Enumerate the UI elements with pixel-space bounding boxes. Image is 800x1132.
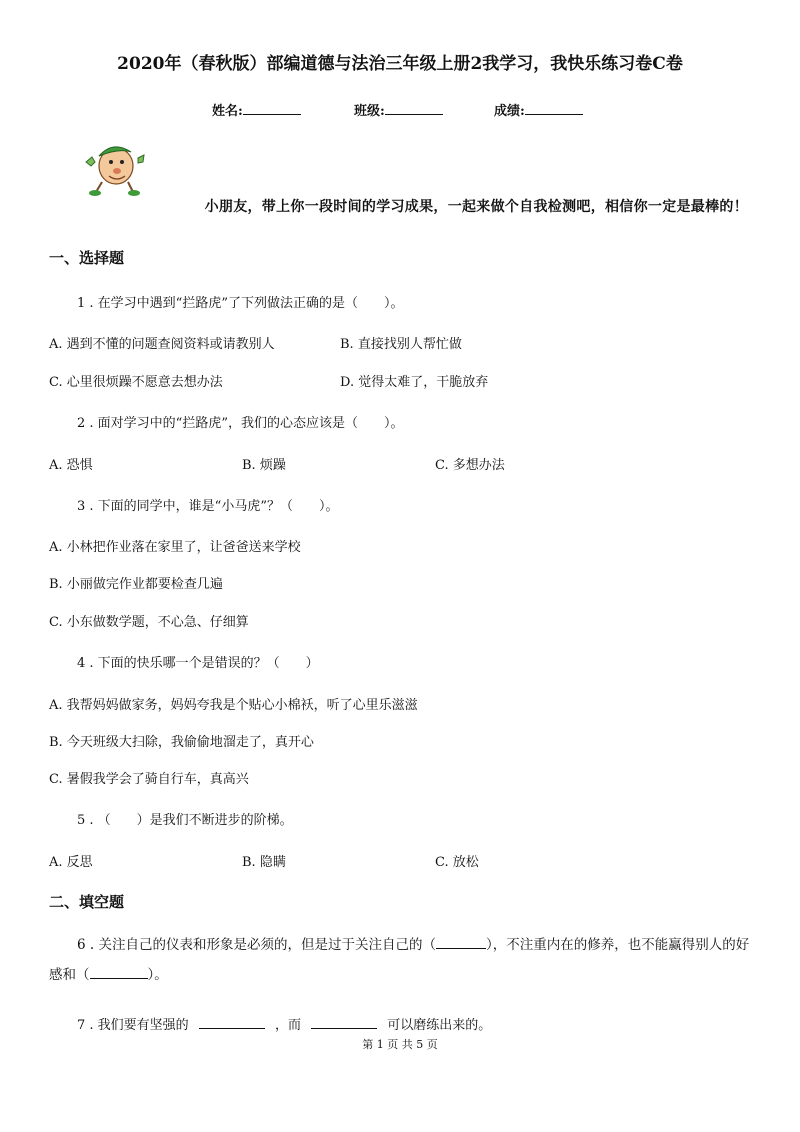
- question-4-option-a[interactable]: A. 我帮妈妈做家务，妈妈夸我是个贴心小棉袄，听了心里乐滋滋: [49, 698, 418, 713]
- question-2-option-c[interactable]: C. 多想办法: [435, 458, 505, 473]
- class-blank[interactable]: [385, 102, 443, 115]
- score-label: 成绩:: [494, 104, 525, 119]
- name-label: 姓名:: [212, 104, 243, 119]
- question-1-option-d[interactable]: D. 觉得太难了，干脆放弃: [340, 375, 489, 390]
- name-blank[interactable]: [243, 102, 301, 115]
- question-7-part3: 可以磨练出来的。: [387, 1018, 492, 1033]
- question-7-text: [77, 1014, 491, 1033]
- question-7-part1: 7 . 我们要有坚强的: [77, 1018, 189, 1033]
- section-choice-heading: 一、选择题: [49, 249, 125, 267]
- question-4-stem: 4 . 下面的快乐哪一个是错误的？（ ）: [77, 656, 319, 671]
- question-7-blank-1[interactable]: [199, 1016, 265, 1029]
- question-6-blank-2[interactable]: [90, 966, 148, 979]
- question-6-text: [49, 930, 751, 990]
- question-5-option-a[interactable]: A. 反思: [49, 855, 93, 870]
- question-3-option-b[interactable]: B. 小丽做完作业都要检查几遍: [49, 577, 223, 592]
- question-3-option-a[interactable]: A. 小林把作业落在家里了，让爸爸送来学校: [49, 540, 301, 555]
- question-7-blank-2[interactable]: [311, 1016, 377, 1029]
- class-label: 班级:: [354, 104, 385, 119]
- cartoon-mascot-icon: [82, 138, 146, 196]
- page-title: 2020年（春秋版）部编道德与法治三年级上册2我学习，我快乐练习卷C卷: [117, 54, 683, 74]
- score-blank[interactable]: [525, 102, 583, 115]
- question-1-option-c[interactable]: C. 心里很烦躁不愿意去想办法: [49, 375, 223, 390]
- question-5-option-c[interactable]: C. 放松: [435, 855, 479, 870]
- question-1-stem: 1 . 在学习中遇到“拦路虎”了下列做法正确的是（ ）。: [77, 296, 404, 311]
- question-2-option-b[interactable]: B. 烦躁: [242, 458, 286, 473]
- name-field: [212, 100, 301, 119]
- question-5-stem: 5 . （ ）是我们不断进步的阶梯。: [77, 813, 293, 828]
- question-4-option-b[interactable]: B. 今天班级大扫除，我偷偷地溜走了，真开心: [49, 735, 314, 750]
- class-field: [354, 100, 443, 119]
- question-1-option-b[interactable]: B. 直接找别人帮忙做: [340, 337, 462, 352]
- question-3-option-c[interactable]: C. 小东做数学题，不心急、仔细算: [49, 615, 249, 630]
- section-fill-heading: 二、填空题: [49, 893, 125, 911]
- question-6-part2: ），不注重内在的修养，也不能赢得别人的好感和（: [49, 937, 750, 983]
- question-1-option-a[interactable]: A. 遇到不懂的问题查阅资料或请教别人: [49, 337, 275, 352]
- question-2-stem: 2 . 面对学习中的“拦路虎”，我们的心态应该是（ ）。: [77, 416, 404, 431]
- question-6-part1: 6 . 关注自己的仪表和形象是必须的，但是过于关注自己的（: [77, 937, 436, 953]
- question-3-stem: 3 . 下面的同学中，谁是“小马虎”？（ ）。: [77, 499, 339, 514]
- page-footer: 第 1 页 共 5 页: [362, 1038, 438, 1051]
- intro-text: 小朋友，带上你一段时间的学习成果，一起来做个自我检测吧，相信你一定是最棒的！: [204, 199, 748, 215]
- question-7-part2: ，而: [274, 1018, 301, 1033]
- question-4-option-c[interactable]: C. 暑假我学会了骑自行车，真高兴: [49, 772, 249, 787]
- question-5-option-b[interactable]: B. 隐瞒: [242, 855, 286, 870]
- score-field: [494, 100, 583, 119]
- question-6-part3: ）。: [147, 967, 168, 983]
- question-2-option-a[interactable]: A. 恐惧: [49, 458, 93, 473]
- question-6-blank-1[interactable]: [436, 936, 486, 949]
